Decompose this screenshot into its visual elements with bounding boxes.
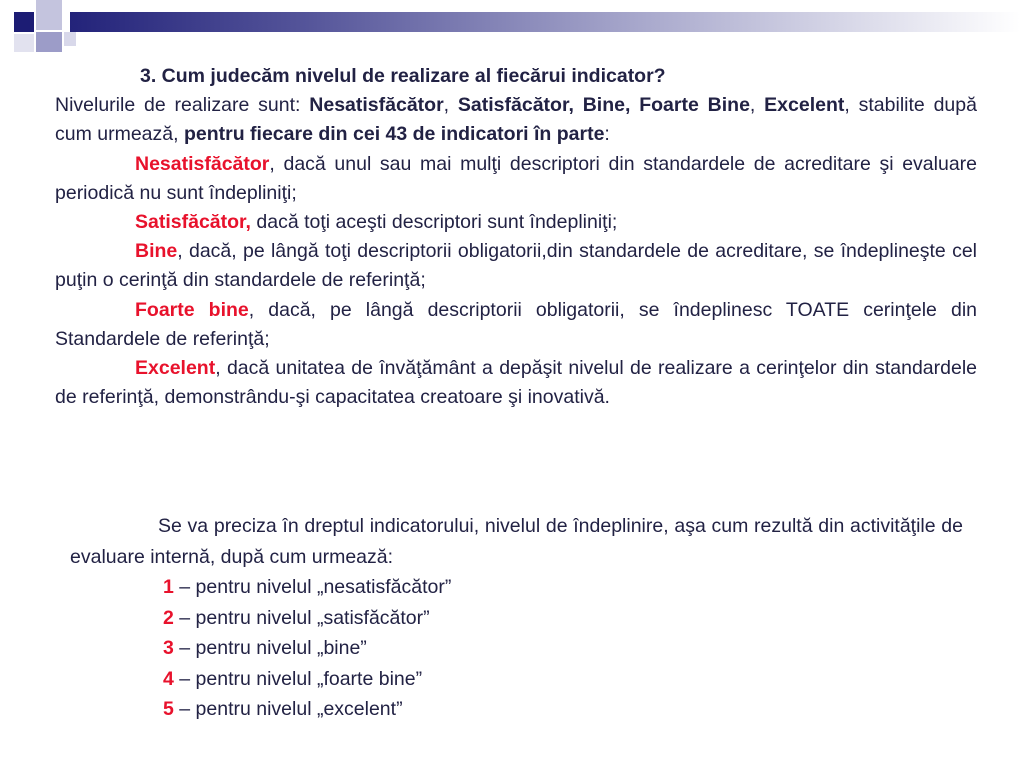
definition-term: Nesatisfăcător [135, 152, 270, 175]
intro-paragraph [55, 91, 977, 149]
intro-level-term: Nesatisfăcător [309, 94, 444, 117]
scale-number: 3 [163, 637, 174, 659]
intro-level-term: Excelent [764, 94, 845, 117]
definition-text: , dacă, pe lângă descriptorii obligatorii, se îndeplinesc TOATE cerinţele din Standardele de referinţă; [55, 298, 977, 350]
definition-term: Foarte bine [135, 298, 249, 321]
scale-text: – pentru nivelul „excelent” [173, 698, 403, 720]
definition-item [55, 296, 977, 354]
decorative-square [36, 0, 62, 30]
definition-item [55, 150, 977, 208]
definition-term: Excelent [135, 357, 216, 380]
scale-section [70, 511, 963, 725]
definition-text: , dacă unul sau mai mulţi descriptori din standardele de acreditare şi evaluare periodică nu sunt îndepliniţi; [55, 152, 977, 204]
decorative-square [36, 32, 62, 52]
intro-level-term: Satisfăcător, Bine, Foarte Bine [457, 94, 750, 117]
intro-text: Nivelurile de realizare sunt: [55, 94, 310, 117]
scale-number: 2 [163, 606, 174, 629]
definition-item [55, 354, 977, 412]
scale-number: 5 [163, 698, 174, 720]
definition-item [55, 237, 977, 295]
main-content [55, 62, 977, 412]
scale-text: – pentru nivelul „satisfăcător” [173, 606, 430, 629]
decorative-square [14, 34, 34, 52]
intro-text: , stabilite după cum urmează, [55, 94, 977, 146]
scale-list [70, 572, 963, 725]
definition-item [55, 208, 977, 237]
scale-intro: Se va preciza în dreptul indicatorului, nivelul de îndeplinire, aşa cum rezultă din activităţile de evaluare internă, după cum urmează: [70, 515, 963, 568]
scale-item [70, 572, 963, 603]
scale-item [70, 694, 963, 725]
intro-text: : [604, 123, 610, 146]
scale-number: 1 [163, 576, 174, 598]
scale-number: 4 [163, 667, 174, 690]
scale-item [70, 664, 963, 695]
definition-text: , dacă unitatea de învăţământ a depăşit nivelul de realizare a cerinţelor din standardele de referinţă, demonstrându-şi capacitatea creatoare şi inovativă. [55, 357, 977, 409]
scale-text: – pentru nivelul „foarte bine” [173, 667, 423, 690]
decorative-square [14, 12, 34, 32]
intro-separator: , [443, 94, 458, 117]
definition-text: , dacă, pe lângă toţi descriptorii obligatorii,din standardele de acreditare, se îndeplineşte cel puţin o cerinţă din standardele de referinţă; [55, 240, 977, 292]
scale-text: – pentru nivelul „nesatisfăcător” [173, 576, 452, 598]
slide-title: 3. Cum judecăm nivelul de realizare al fiecărui indicator? [140, 65, 666, 87]
definition-text: dacă toţi aceşti descriptori sunt îndepliniţi; [250, 211, 618, 234]
intro-separator: , [749, 94, 765, 117]
decorative-square [64, 32, 76, 46]
header-gradient-bar [70, 12, 1020, 32]
scale-item [70, 603, 963, 634]
definition-term: Satisfăcător, [135, 211, 251, 234]
scale-text: – pentru nivelul „bine” [173, 637, 367, 659]
intro-emphasis: pentru fiecare din cei 43 de indicatori în parte [183, 123, 605, 146]
definition-term: Bine [135, 240, 178, 263]
scale-item [70, 633, 963, 664]
